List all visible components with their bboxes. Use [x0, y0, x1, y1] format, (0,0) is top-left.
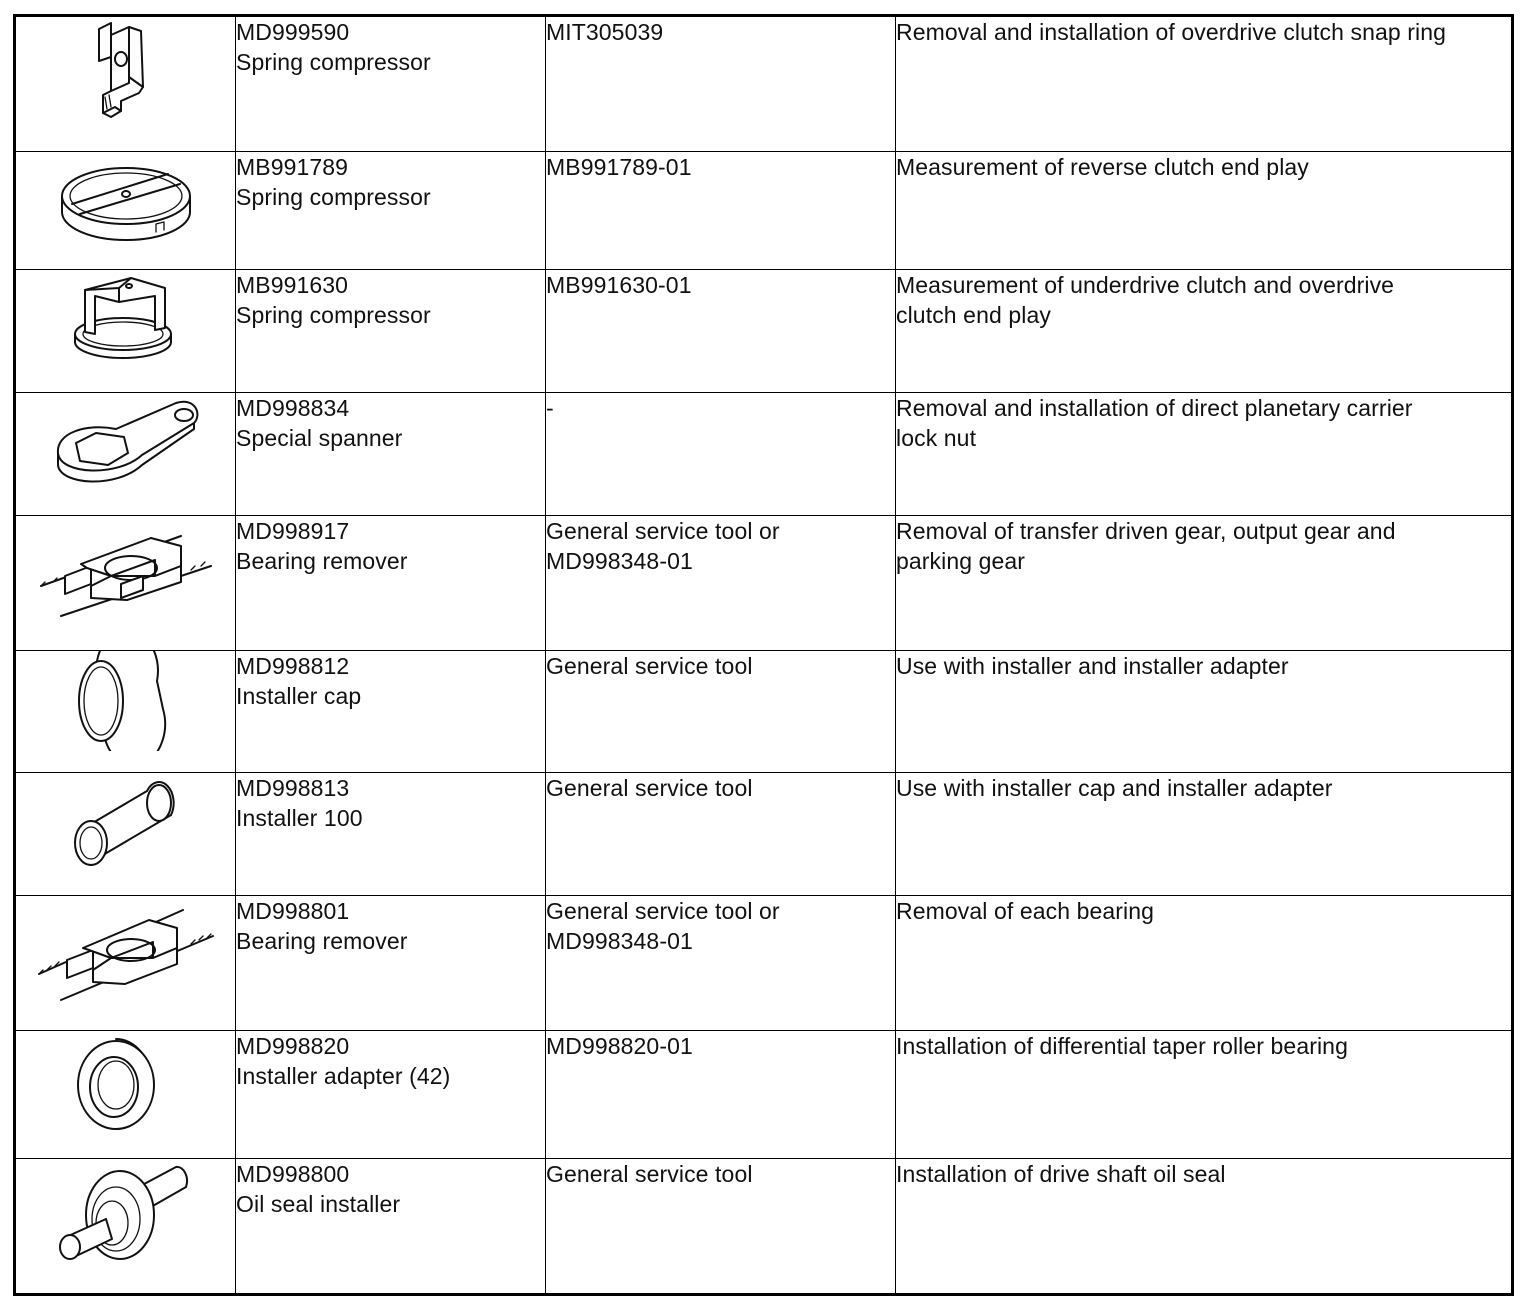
alternative-tool-cell — [546, 1031, 896, 1159]
alternative-tool: General service tool — [546, 652, 753, 679]
tool-image-cell — [15, 896, 236, 1031]
table-row — [15, 1031, 1513, 1159]
alternative-tool: MD998820-01 — [546, 1033, 693, 1060]
alternative-tool-cell — [546, 16, 896, 152]
table-row — [15, 773, 1513, 896]
application-text: Installation of differential taper roller bearing — [896, 1033, 1348, 1060]
table-row — [15, 152, 1513, 270]
tool-number-cell — [236, 773, 546, 896]
special-spanner-icon — [46, 393, 206, 493]
table-row — [15, 16, 1513, 152]
alternative-tool-cell — [546, 270, 896, 393]
tool-number-cell — [236, 1031, 546, 1159]
alternative-tool: General service tool — [546, 1160, 753, 1187]
table-row — [15, 650, 1513, 773]
installer-100-icon — [61, 773, 191, 873]
tool-name: Bearing remover — [236, 547, 408, 574]
application-text: clutch end play — [896, 302, 1051, 329]
tool-image-cell — [15, 270, 236, 393]
bearing-remover-icon — [31, 516, 221, 626]
alternative-tool-cell — [546, 515, 896, 650]
tool-number: MD998801 — [236, 898, 350, 925]
application-text: Measurement of reverse clutch end play — [896, 154, 1309, 181]
tool-image-cell — [15, 152, 236, 270]
alternative-tool: General service tool or — [546, 517, 780, 544]
application-cell — [896, 392, 1513, 515]
special-tools-table — [13, 14, 1514, 1296]
alternative-tool-cell — [546, 650, 896, 773]
application-cell — [896, 1158, 1513, 1294]
round-spring-compressor-icon — [56, 152, 196, 248]
application-text: lock nut — [896, 424, 977, 451]
tool-image-cell — [15, 16, 236, 152]
alternative-tool: MB991789-01 — [546, 154, 692, 181]
application-cell — [896, 773, 1513, 896]
tool-number: MB991789 — [236, 154, 349, 181]
application-text: Measurement of underdrive clutch and overdrive — [896, 272, 1395, 299]
tool-image-cell — [15, 1031, 236, 1159]
alternative-tool-cell — [546, 152, 896, 270]
tool-name: Oil seal installer — [236, 1190, 401, 1217]
tool-name: Installer adapter (42) — [236, 1063, 451, 1090]
alternative-tool-cell — [546, 773, 896, 896]
tool-image-cell — [15, 392, 236, 515]
tool-number-cell — [236, 270, 546, 393]
alternative-tool: - — [546, 394, 554, 421]
tool-number: MB991630 — [236, 272, 349, 299]
application-cell — [896, 896, 1513, 1031]
tool-name: Installer cap — [236, 682, 362, 709]
bearing-remover-long-icon — [31, 896, 221, 1006]
installer-cap-icon — [71, 651, 181, 751]
tool-name: Spring compressor — [236, 184, 431, 211]
tool-number: MD999590 — [236, 19, 350, 45]
table-row — [15, 515, 1513, 650]
tool-number: MD998800 — [236, 1160, 350, 1187]
tool-number: MD998834 — [236, 394, 350, 421]
tool-number-cell — [236, 152, 546, 270]
tool-number-cell — [236, 515, 546, 650]
tool-number: MD998813 — [236, 775, 350, 802]
application-text: Removal of transfer driven gear, output gear and — [896, 517, 1396, 544]
application-cell — [896, 1031, 1513, 1159]
tool-number-cell — [236, 1158, 546, 1294]
snap-ring-spring-compressor-icon — [81, 17, 171, 127]
application-cell — [896, 650, 1513, 773]
tool-name: Spring compressor — [236, 302, 431, 329]
application-text: Use with installer cap and installer adapter — [896, 775, 1333, 802]
tool-name: Installer 100 — [236, 805, 363, 832]
table-row — [15, 270, 1513, 393]
tool-image-cell — [15, 1158, 236, 1294]
application-text: Use with installer and installer adapter — [896, 652, 1289, 679]
tool-image-cell — [15, 650, 236, 773]
tool-name: Bearing remover — [236, 928, 408, 955]
tool-number-cell — [236, 896, 546, 1031]
oil-seal-installer-icon — [46, 1159, 206, 1269]
application-cell — [896, 152, 1513, 270]
alternative-tool-cell — [546, 392, 896, 515]
table-row — [15, 1158, 1513, 1294]
installer-adapter-icon — [66, 1031, 186, 1135]
bracket-spring-compressor-icon — [71, 270, 181, 370]
tool-number: MD998917 — [236, 517, 350, 544]
tool-name: Spring compressor — [236, 49, 431, 75]
alternative-tool: General service tool or — [546, 898, 780, 925]
application-text: Removal of each bearing — [896, 898, 1155, 925]
application-text: Removal and installation of overdrive clutch snap ring — [896, 19, 1447, 45]
tool-number: MD998812 — [236, 652, 350, 679]
alternative-tool: MIT305039 — [546, 19, 664, 45]
alternative-tool: MB991630-01 — [546, 272, 692, 299]
table-row — [15, 392, 1513, 515]
alternative-tool-cell — [546, 1158, 896, 1294]
alternative-tool: General service tool — [546, 775, 753, 802]
application-cell — [896, 16, 1513, 152]
tool-number-cell — [236, 392, 546, 515]
application-cell — [896, 515, 1513, 650]
application-cell — [896, 270, 1513, 393]
application-text: parking gear — [896, 547, 1026, 574]
tool-image-cell — [15, 773, 236, 896]
tool-name: Special spanner — [236, 424, 403, 451]
alternative-tool-cell — [546, 896, 896, 1031]
application-text: Removal and installation of direct planetary carrier — [896, 394, 1413, 421]
table-row — [15, 896, 1513, 1031]
application-text: Installation of drive shaft oil seal — [896, 1160, 1226, 1187]
alternative-tool: MD998348-01 — [546, 928, 693, 955]
tool-image-cell — [15, 515, 236, 650]
tool-number: MD998820 — [236, 1033, 350, 1060]
tool-number-cell — [236, 650, 546, 773]
alternative-tool: MD998348-01 — [546, 547, 693, 574]
tool-number-cell — [236, 16, 546, 152]
